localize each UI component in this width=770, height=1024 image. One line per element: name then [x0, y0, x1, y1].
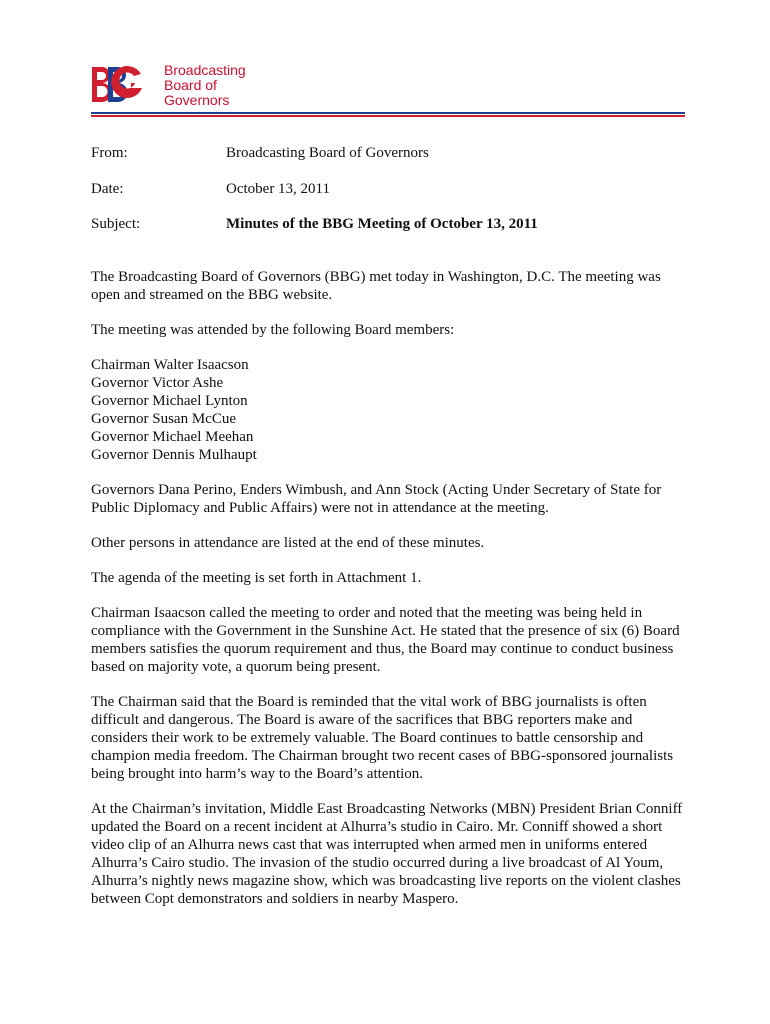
date-value: October 13, 2011 — [226, 181, 331, 197]
date-label: Date: — [91, 181, 124, 197]
header-rule-blue — [91, 112, 685, 114]
board-members-list — [91, 356, 691, 464]
paragraph-attendees-intro: The meeting was attended by the following Board members: — [91, 322, 455, 338]
header-rule-red — [91, 115, 685, 117]
paragraph-other-persons: Other persons in attendance are listed at the end of these minutes. — [91, 535, 485, 551]
logo-line-2: Board of — [164, 77, 217, 93]
memo-body — [91, 268, 691, 925]
logo-wordmark — [164, 63, 246, 108]
subject-label: Subject: — [91, 216, 141, 232]
bbg-logo-mark — [91, 66, 143, 104]
paragraph-absent: Governors Dana Perino, Enders Wimbush, and Ann Stock (Acting Under Secretary of State for Public Diplomacy and Public Affairs) were not in attendance at the meeting. — [91, 482, 662, 516]
list-item: Governor Michael Lynton — [91, 393, 248, 409]
from-value: Broadcasting Board of Governors — [226, 145, 429, 161]
list-item: Governor Dennis Mulhaupt — [91, 447, 257, 463]
logo-line-1: Broadcasting — [164, 62, 246, 78]
paragraph-journalists: The Chairman said that the Board is reminded that the vital work of BBG journalists is often difficult and dangerous. The Board is aware of the sacrifices that BBG reporters make and considers their work to be extremely valuable. The Board continues to battle censorship and champion media freedom. The Chairman brought two recent cases of BBG-sponsored journalists being brought into harm’s way to the Board’s attention. — [91, 694, 674, 782]
list-item: Chairman Walter Isaacson — [91, 357, 249, 373]
from-label: From: — [91, 145, 128, 161]
paragraph-call-to-order: Chairman Isaacson called the meeting to order and noted that the meeting was being held in compliance with the Government in the Sunshine Act. He stated that the presence of six (6) Board members satisfies the quorum requirement and thus, the Board may continue to conduct business based on majority vote, a quorum being present. — [91, 605, 680, 675]
paragraph-agenda: The agenda of the meeting is set forth in Attachment 1. — [91, 570, 422, 586]
paragraph-mbn-update: At the Chairman’s invitation, Middle East Broadcasting Networks (MBN) President Brian Conniff updated the Board on a recent incident at Alhurra’s studio in Cairo. Mr. Conniff showed a short video clip of an Alhurra news cast that was interrupted when armed men in uniforms entered Alhurra’s Cairo studio. The invasion of the studio occurred during a live broadcast of Al Youm, Alhurra’s nightly news magazine show, which was broadcasting live reports on the violent clashes between Copt demonstrators and soldiers in nearby Maspero. — [91, 801, 683, 907]
bbg-logo — [91, 63, 261, 107]
subject-value: Minutes of the BBG Meeting of October 13, 2011 — [226, 216, 538, 232]
paragraph-intro: The Broadcasting Board of Governors (BBG) met today in Washington, D.C. The meeting was open and streamed on the BBG website. — [91, 269, 661, 303]
list-item: Governor Victor Ashe — [91, 375, 224, 391]
list-item: Governor Michael Meehan — [91, 429, 254, 445]
logo-line-3: Governors — [164, 92, 230, 108]
list-item: Governor Susan McCue — [91, 411, 236, 427]
